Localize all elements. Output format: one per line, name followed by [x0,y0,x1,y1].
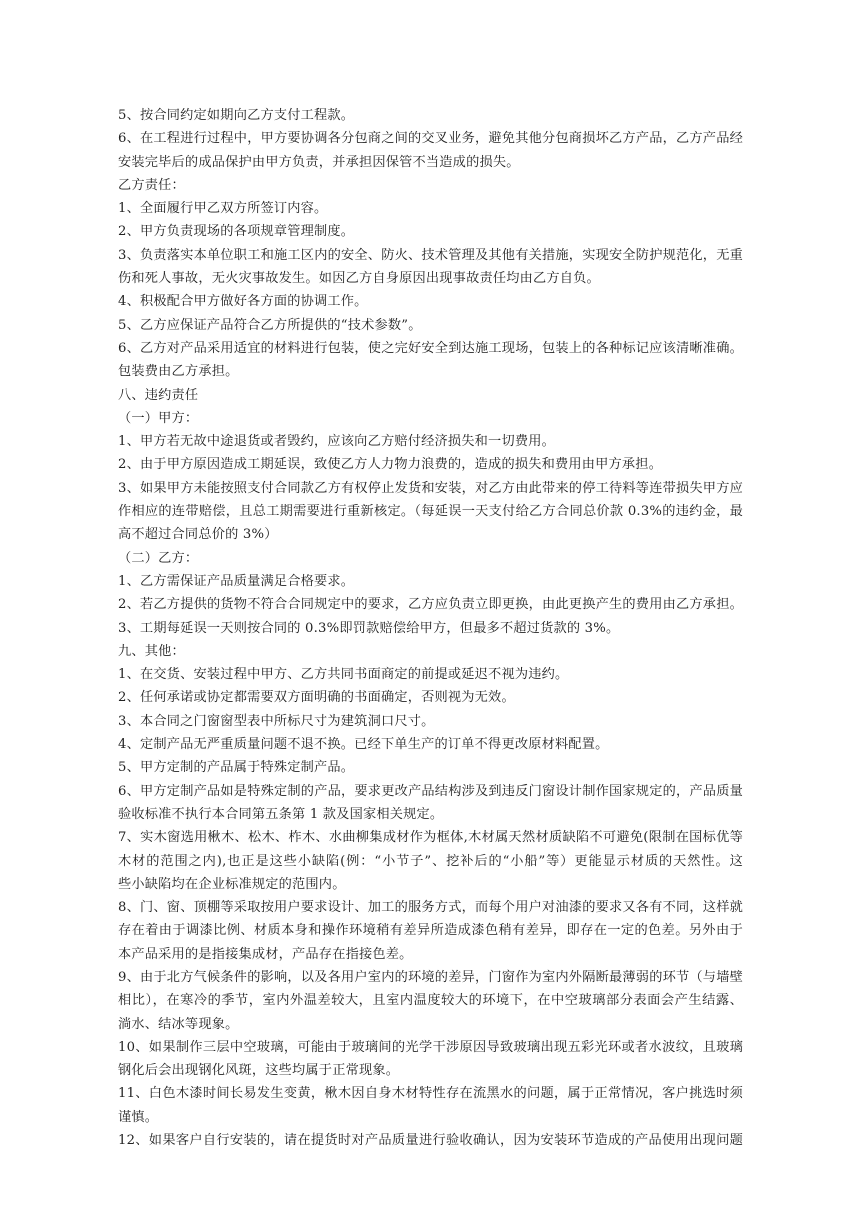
text-line: 存在着由于调漆比例、材质本身和操作环境稍有差异所造成漆色稍有差异，即存在一定的色差。另外由于 [118,923,743,939]
text-line: 本产品采用的是指接集成材，产品存在指接色差。 [118,946,413,962]
text-line: 淌水、结冰等现象。 [118,1016,239,1032]
text-line: （一）甲方： [118,410,199,426]
text-line: 5、按合同约定如期向乙方支付工程款。 [118,108,355,123]
text-line: 高不超过合同总价的 3%） [118,527,278,543]
text-line: 谨慎。 [118,1109,159,1125]
text-line: 1、全面履行甲乙双方所签订内容。 [118,201,328,217]
text-line: 2、若乙方提供的货物不符合合同规定中的要求，乙方应负责立即更换，由此更换产生的费用由乙方承担。 [118,597,743,613]
text-line: 伤和死人事故，无火灾事故发生。如因乙方自身原因出现事故责任均由乙方自负。 [118,271,600,287]
text-line: 乙方责任： [118,177,185,193]
text-line: 5、乙方应保证产品符合乙方所提供的“技术参数”。 [118,317,422,333]
text-line: 验收标准不执行本合同第五条第 1 款及国家相关规定。 [118,806,444,822]
text-line: 3、工期每延误一天则按合同的 0.3%即罚款赔偿给甲方，但最多不超过货款的 3%。 [118,620,620,636]
text-line: 11、白色木漆时间长易发生变黄，楸木因自身木材特性存在流黑水的问题，属于正常情况，客户挑选时须 [118,1086,743,1102]
document-body [118,104,743,1152]
text-line: 作相应的连带赔偿，且总工期需要进行重新核定。（每延误一天支付给乙方合同总价款 0.3%的违约金，最 [118,504,743,520]
text-line: 钢化后会出现钢化风斑，这些均属于正常现象。 [118,1063,400,1079]
text-line: 6、在工程进行过程中，甲方要协调各分包商之间的交叉业务，避免其他分包商损坏乙方产品，乙方产品经 [118,131,743,147]
text-line: 2、甲方负责现场的各项规章管理制度。 [118,224,355,240]
text-line: 8、门、窗、顶棚等采取按用户要求设计、加工的服务方式，而每个用户对油漆的要求又各有不同，这样就 [118,900,743,916]
text-line: 10、如果制作三层中空玻璃，可能由于玻璃间的光学干涉原因导致玻璃出现五彩光环或者水波纹，且玻璃 [118,1039,743,1055]
text-line: 4、定制产品无严重质量问题不退不换。已经下单生产的订单不得更改原材料配置。 [118,737,609,753]
text-line: 八、违约责任 [118,387,199,403]
text-line: 3、本合同之门窗窗型表中所标尺寸为建筑洞口尺寸。 [118,713,435,729]
text-line: 9、由于北方气候条件的影响，以及各用户室内的环境的差异，门窗作为室内外隔断最薄弱的环节（与墙壁 [118,969,743,985]
text-line: 1、在交货、安装过程中甲方、乙方共同书面商定的前提或延迟不视为违约。 [118,667,569,683]
text-line: 5、甲方定制的产品属于特殊定制产品。 [118,760,355,776]
text-line: 12、如果客户自行安装的，请在提货时对产品质量进行验收确认，因为安装环节造成的产品使用出现问题 [118,1133,743,1149]
text-line: 安装完毕后的成品保护由甲方负责，并承担因保管不当造成的损失。 [118,154,520,170]
text-line: 相比），在寒冷的季节，室内外温差较大，且室内温度较大的环境下，在中空玻璃部分表面会产生结露、 [118,993,743,1009]
text-line: 2、由于甲方原因造成工期延误，致使乙方人力物力浪费的，造成的损失和费用由甲方承担。 [118,457,663,473]
text-line: 1、乙方需保证产品质量满足合格要求。 [118,573,355,589]
text-line: 2、任何承诺或协定都需要双方面明确的书面确定，否则视为无效。 [118,690,515,706]
text-line: （二）乙方： [118,550,199,566]
text-line: 7、实木窗选用楸木、松木、柞木、水曲柳集成材作为框体,木材属天然材质缺陷不可避免(限制在国标优等 [118,830,743,846]
text-line: 些小缺陷均在企业标准规定的范围内。 [118,876,346,892]
text-line: 3、如果甲方未能按照支付合同款乙方有权停止发货和安装，对乙方由此带来的停工待料等连带损失甲方应 [118,480,743,496]
text-line: 包装费由乙方承担。 [118,364,239,380]
text-line: 1、甲方若无故中途退货或者毁约，应该向乙方赔付经济损失和一切费用。 [118,434,555,450]
text-line: 3、负责落实本单位职工和施工区内的安全、防火、技术管理及其他有关措施，实现安全防护规范化，无重 [118,247,743,263]
text-line: 木材的范围之内),也正是这些小缺陷(例：“小节子”、挖补后的“小船”等）更能显示材质的天然性。这 [118,853,743,869]
text-line: 4、积极配合甲方做好各方面的协调工作。 [118,294,368,310]
text-line: 6、甲方定制产品如是特殊定制的产品，要求更改产品结构涉及到违反门窗设计制作国家规定的，产品质量 [118,783,743,799]
text-line: 九、其他： [118,643,185,659]
text-line: 6、乙方对产品采用适宜的材料进行包装，使之完好安全到达施工现场，包装上的各种标记应该清晰准确。 [118,340,743,356]
